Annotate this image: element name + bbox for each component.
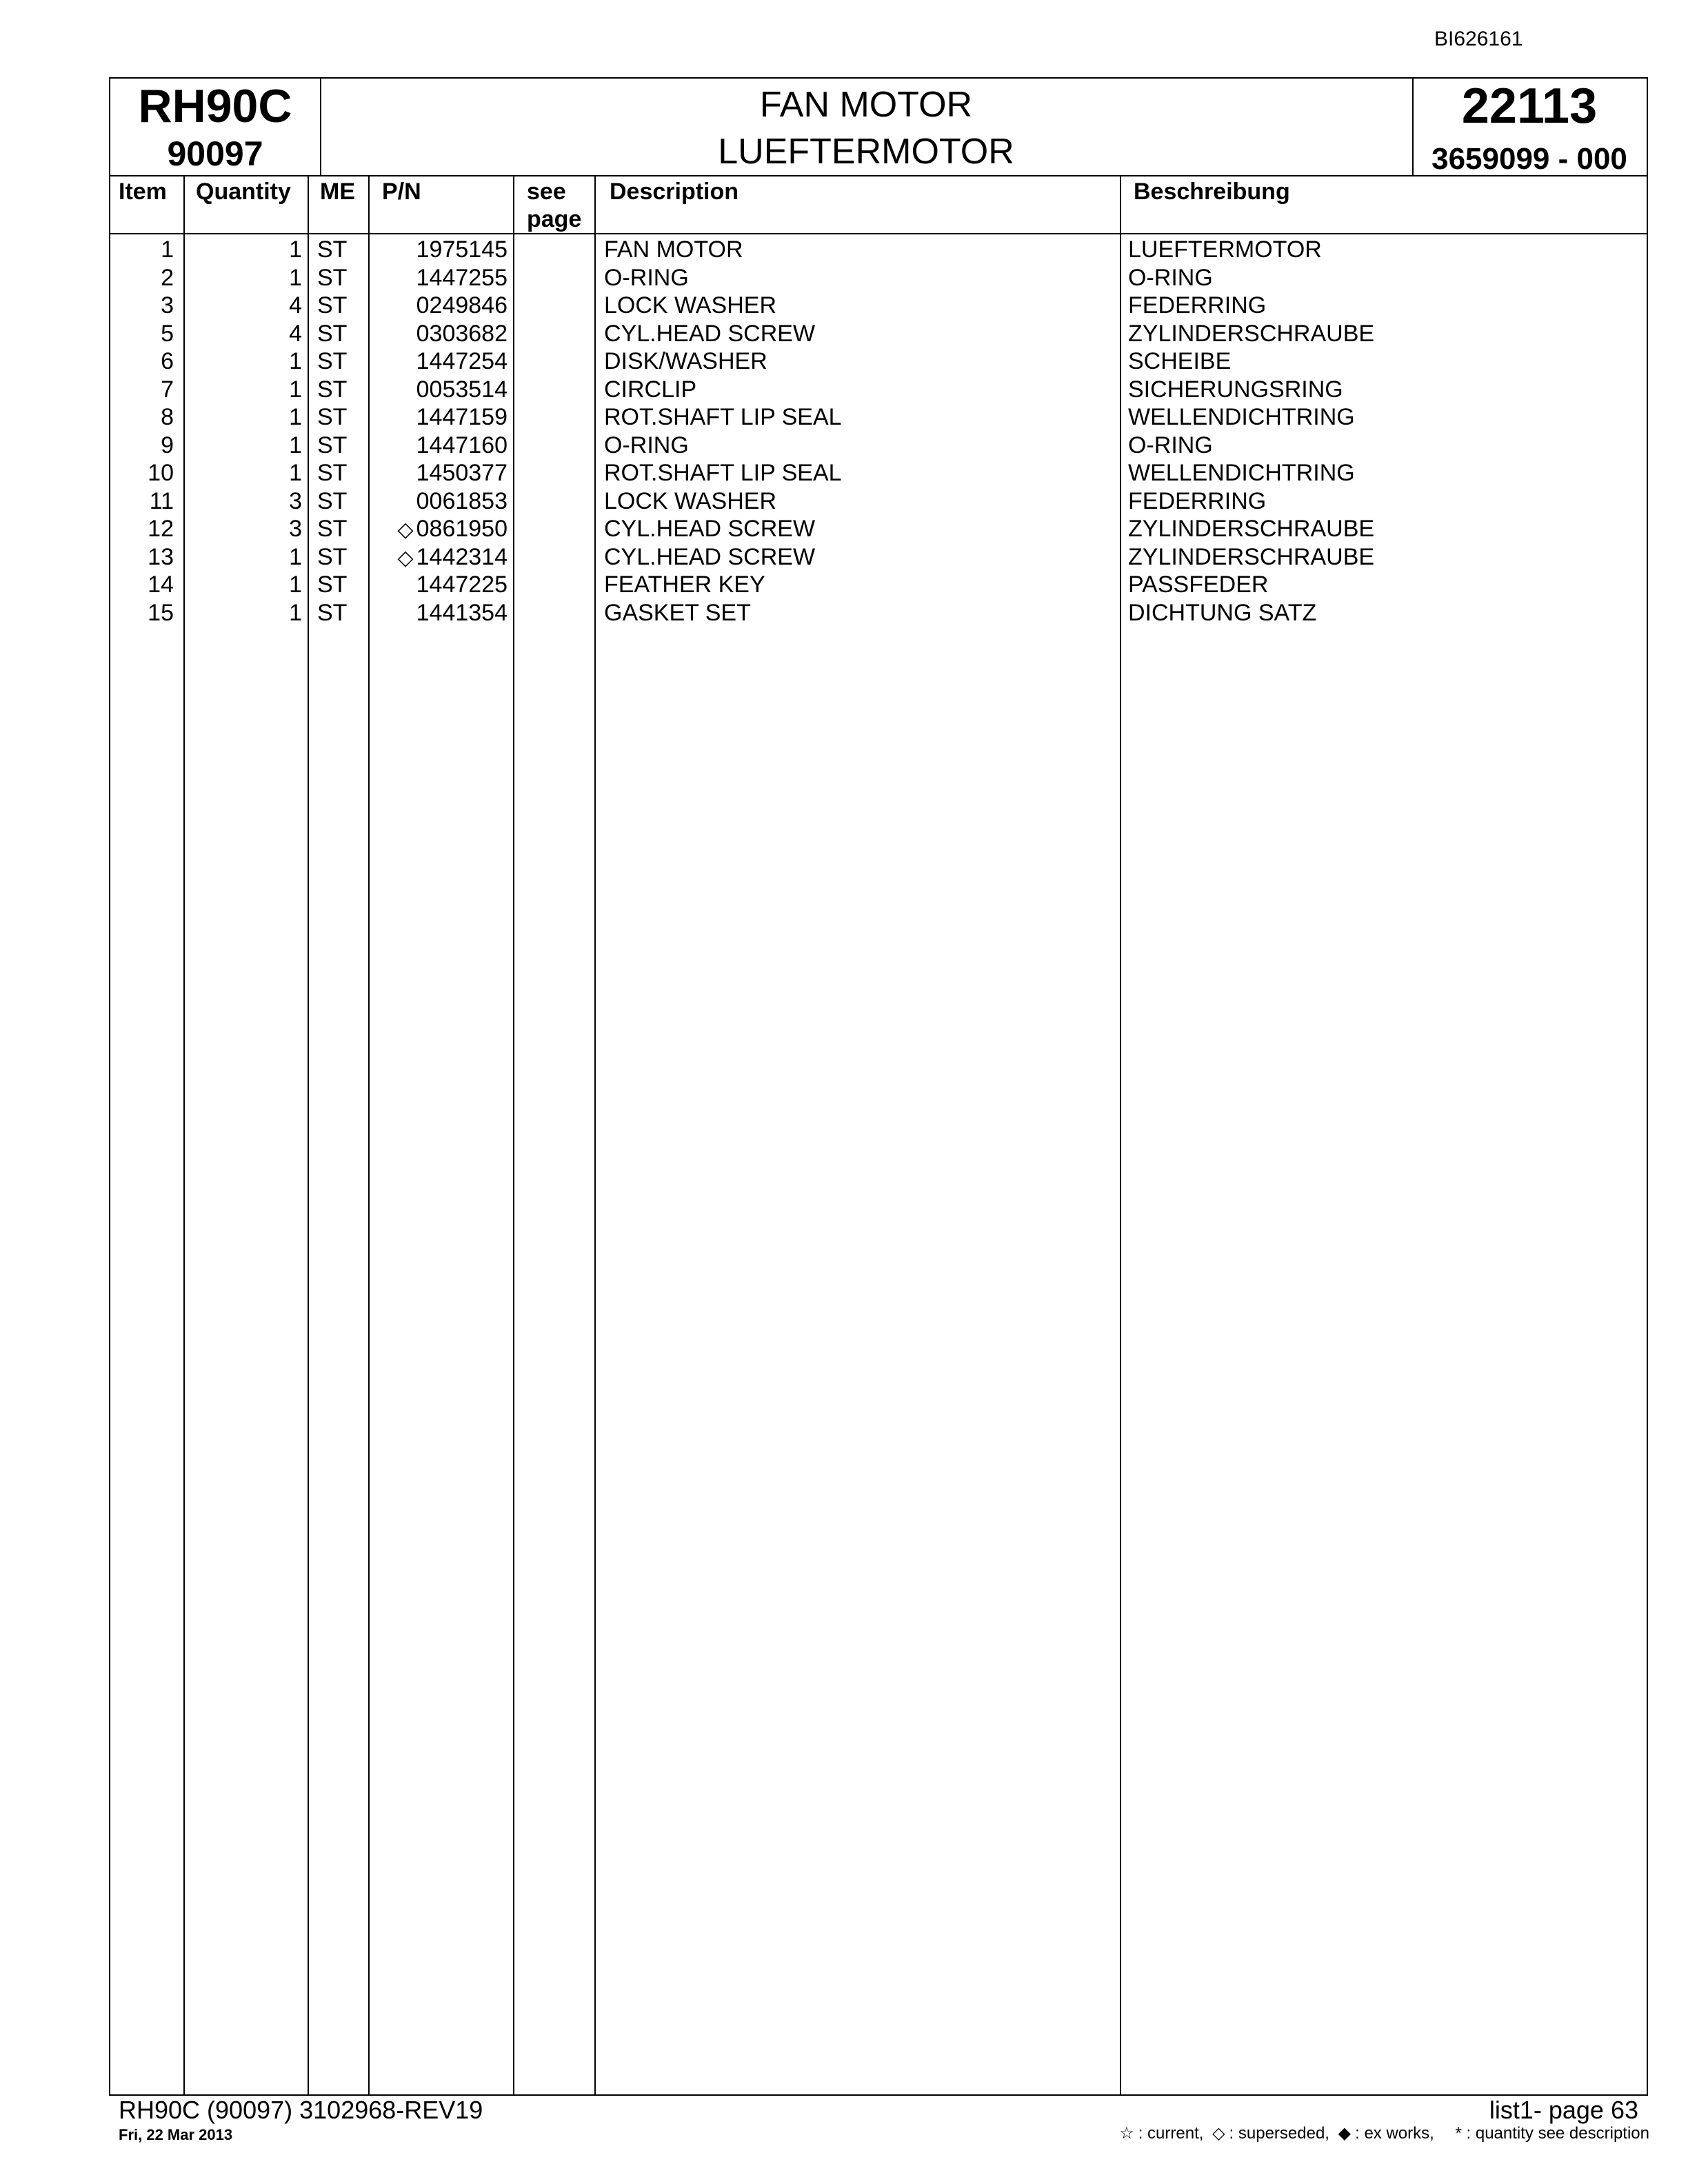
quantity-cell: 1 xyxy=(289,599,302,626)
pn-cell: 1447255 xyxy=(416,264,508,291)
item-cell: 5 xyxy=(161,320,174,347)
description-cell: LOCK WASHER xyxy=(604,292,777,318)
item-cell: 7 xyxy=(161,376,174,403)
star-icon: ☆ xyxy=(1119,2124,1134,2143)
item-cell: 9 xyxy=(161,432,174,458)
legend-current: : current, xyxy=(1138,2124,1204,2143)
pn-cell: 1447160 xyxy=(416,432,508,458)
table-row xyxy=(110,599,1647,627)
table-row xyxy=(110,543,1647,572)
me-cell: ST xyxy=(317,236,348,263)
beschreibung-cell: ZYLINDERSCHRAUBE xyxy=(1128,543,1375,570)
pn-cell: 1447225 xyxy=(416,572,508,598)
description-cell: CYL.HEAD SCREW xyxy=(604,516,816,542)
part-number: 1442314 xyxy=(416,543,508,570)
legend-superseded: : superseded, xyxy=(1229,2124,1329,2143)
pn-cell: 1450377 xyxy=(416,460,508,486)
item-cell: 14 xyxy=(148,572,174,598)
pn-cell xyxy=(375,515,508,544)
me-cell: ST xyxy=(317,543,348,570)
legend-quantity: * : quantity see description xyxy=(1455,2124,1649,2143)
pn-cell: 0053514 xyxy=(416,376,508,403)
description-cell: CYL.HEAD SCREW xyxy=(604,543,816,570)
col-header-see-page: see page xyxy=(527,179,582,232)
beschreibung-cell: FEDERRING xyxy=(1128,292,1267,318)
part-reference: 3659099 - 000 xyxy=(1431,142,1627,176)
beschreibung-cell: O-RING xyxy=(1128,432,1213,458)
me-cell: ST xyxy=(317,404,348,430)
beschreibung-cell: ZYLINDERSCHRAUBE xyxy=(1128,320,1375,347)
description-cell: GASKET SET xyxy=(604,599,751,626)
item-cell: 2 xyxy=(161,264,174,291)
legend-ex-works: : ex works, xyxy=(1355,2124,1434,2143)
pn-cell: 1975145 xyxy=(416,236,508,263)
beschreibung-cell: LUEFTERMOTOR xyxy=(1128,236,1322,263)
col-header-description: Description xyxy=(610,179,739,205)
item-cell: 15 xyxy=(148,599,174,626)
me-cell: ST xyxy=(317,599,348,626)
quantity-cell: 1 xyxy=(289,376,302,403)
diamond-outline-icon: ◇ xyxy=(1212,2124,1225,2143)
beschreibung-cell: FEDERRING xyxy=(1128,487,1267,514)
footer-page-number: list1- page 63 xyxy=(1489,2096,1638,2124)
quantity-cell: 1 xyxy=(289,543,302,570)
pn-cell: 1447254 xyxy=(416,348,508,374)
quantity-cell: 4 xyxy=(289,292,302,318)
document-id: BI626161 xyxy=(1434,28,1523,50)
beschreibung-cell: ZYLINDERSCHRAUBE xyxy=(1128,516,1375,542)
quantity-cell: 1 xyxy=(289,432,302,458)
table-row xyxy=(110,459,1647,487)
footer-document-reference: RH90C (90097) 3102968-REV19 xyxy=(119,2096,483,2124)
description-cell: CYL.HEAD SCREW xyxy=(604,320,816,347)
description-cell: FEATHER KEY xyxy=(604,572,765,598)
description-cell: LOCK WASHER xyxy=(604,487,777,514)
header-row xyxy=(110,79,1647,176)
me-cell: ST xyxy=(317,320,348,347)
pn-cell: 0303682 xyxy=(416,320,508,347)
title-box xyxy=(320,79,1414,175)
model-number: 90097 xyxy=(167,134,263,173)
header-divider xyxy=(110,233,1647,234)
me-cell: ST xyxy=(317,292,348,318)
col-header-quantity: Quantity xyxy=(196,179,291,205)
description-cell: ROT.SHAFT LIP SEAL xyxy=(604,404,842,430)
table-row xyxy=(110,432,1647,460)
group-number: 22113 xyxy=(1461,79,1598,134)
title-english: FAN MOTOR xyxy=(759,85,973,125)
table-row xyxy=(110,320,1647,348)
description-cell: O-RING xyxy=(604,264,689,291)
item-cell: 11 xyxy=(149,487,174,514)
me-cell: ST xyxy=(317,432,348,458)
beschreibung-cell: DICHTUNG SATZ xyxy=(1128,599,1317,626)
pn-cell: 1447159 xyxy=(416,404,508,430)
footer-legend xyxy=(1115,2123,1649,2143)
table-row xyxy=(110,347,1647,376)
quantity-cell: 1 xyxy=(289,236,302,263)
item-cell: 3 xyxy=(161,292,174,318)
pn-cell: 1441354 xyxy=(416,599,508,626)
superseded-icon: ◇ xyxy=(397,546,414,569)
item-cell: 8 xyxy=(161,404,174,430)
group-box xyxy=(1412,79,1647,175)
item-cell: 10 xyxy=(148,460,174,486)
model-name: RH90C xyxy=(138,80,292,132)
pn-cell xyxy=(375,543,508,572)
title-german: LUEFTERMOTOR xyxy=(718,132,1014,172)
diamond-filled-icon: ◆ xyxy=(1338,2124,1352,2143)
footer-date: Fri, 22 Mar 2013 xyxy=(119,2126,233,2143)
table-row xyxy=(110,515,1647,543)
pn-cell: 0249846 xyxy=(416,292,508,318)
pn-cell: 0061853 xyxy=(416,487,508,514)
quantity-cell: 1 xyxy=(289,348,302,374)
table-row xyxy=(110,236,1647,264)
model-box xyxy=(110,79,321,175)
table-row xyxy=(110,292,1647,320)
table-row xyxy=(110,571,1647,599)
quantity-cell: 3 xyxy=(289,487,302,514)
beschreibung-cell: PASSFEDER xyxy=(1128,572,1269,598)
beschreibung-cell: O-RING xyxy=(1128,264,1213,291)
description-cell: FAN MOTOR xyxy=(604,236,743,263)
quantity-cell: 1 xyxy=(289,460,302,486)
table-row xyxy=(110,376,1647,404)
superseded-icon: ◇ xyxy=(397,518,414,541)
quantity-cell: 4 xyxy=(289,320,302,347)
parts-list-frame xyxy=(109,77,1648,2096)
quantity-cell: 1 xyxy=(289,404,302,430)
beschreibung-cell: SCHEIBE xyxy=(1128,348,1232,374)
beschreibung-cell: WELLENDICHTRING xyxy=(1128,404,1355,430)
col-header-beschreibung: Beschreibung xyxy=(1134,179,1290,205)
item-cell: 12 xyxy=(148,516,174,542)
me-cell: ST xyxy=(317,516,348,542)
me-cell: ST xyxy=(317,264,348,291)
col-header-me: ME xyxy=(320,179,355,205)
me-cell: ST xyxy=(317,348,348,374)
table-row xyxy=(110,403,1647,432)
description-cell: CIRCLIP xyxy=(604,376,697,403)
description-cell: DISK/WASHER xyxy=(604,348,767,374)
me-cell: ST xyxy=(317,376,348,403)
item-cell: 1 xyxy=(161,236,174,263)
part-number: 0861950 xyxy=(416,516,508,542)
quantity-cell: 1 xyxy=(289,264,302,291)
item-cell: 13 xyxy=(148,543,174,570)
table-row xyxy=(110,487,1647,516)
col-header-pn: P/N xyxy=(382,179,421,205)
parts-table-body xyxy=(110,236,1647,627)
item-cell: 6 xyxy=(161,348,174,374)
table-row xyxy=(110,264,1647,292)
beschreibung-cell: WELLENDICHTRING xyxy=(1128,460,1355,486)
beschreibung-cell: SICHERUNGSRING xyxy=(1128,376,1343,403)
me-cell: ST xyxy=(317,460,348,486)
quantity-cell: 3 xyxy=(289,516,302,542)
description-cell: O-RING xyxy=(604,432,689,458)
me-cell: ST xyxy=(317,572,348,598)
description-cell: ROT.SHAFT LIP SEAL xyxy=(604,460,842,486)
quantity-cell: 1 xyxy=(289,572,302,598)
me-cell: ST xyxy=(317,487,348,514)
col-header-item: Item xyxy=(119,179,167,205)
